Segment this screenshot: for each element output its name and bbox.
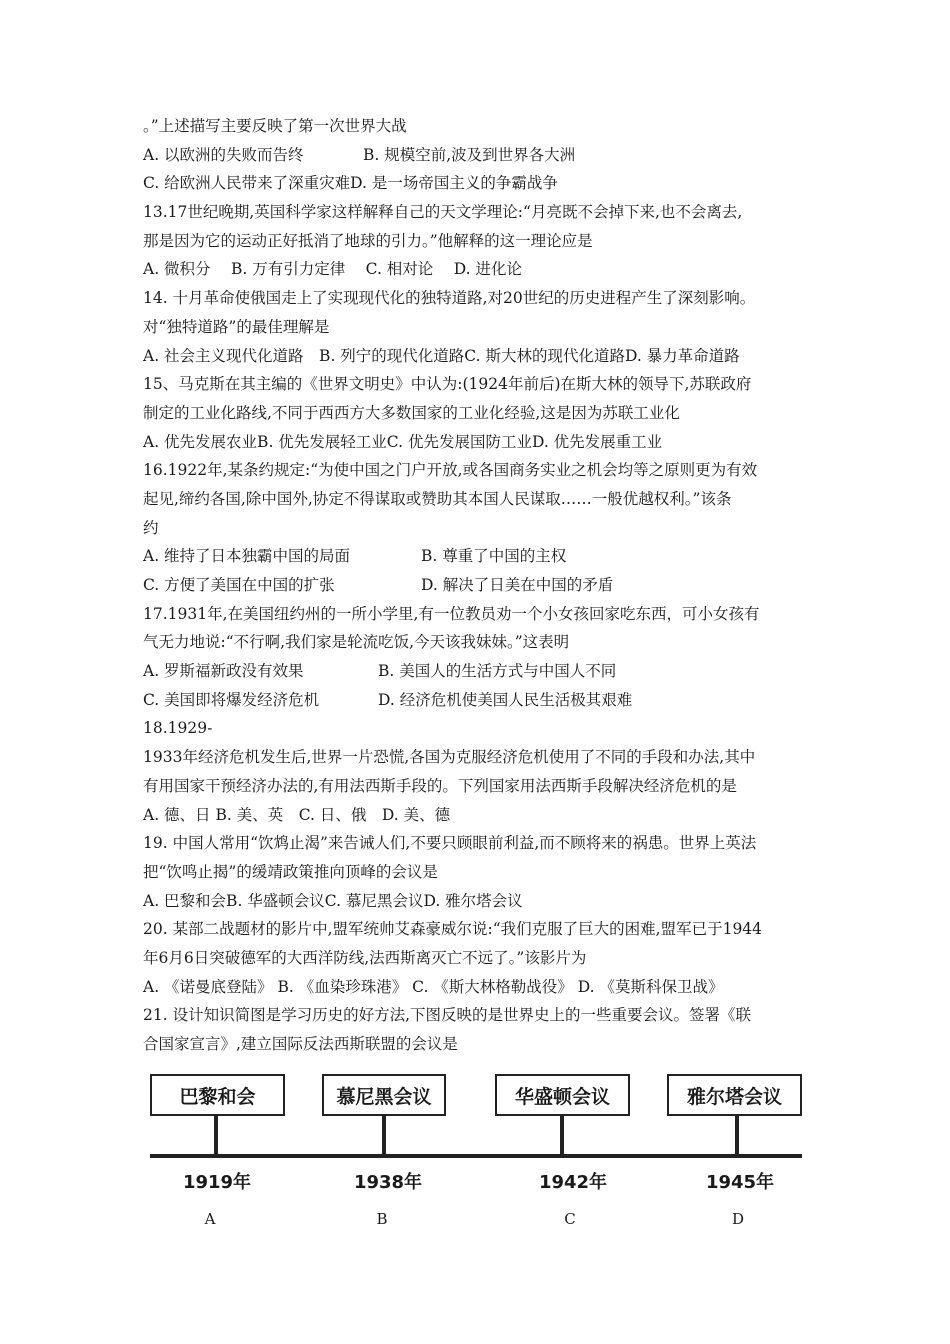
question-text [143,112,813,1059]
text-line [143,571,813,600]
text-line: 年6月6日突破德军的大西洋防线,法西斯离灭亡不远了。”该影片为 [143,948,587,967]
option-letter: B [376,1210,388,1228]
option-text: A. 以欧洲的失败而告终 [143,145,304,164]
option-text: A. 罗斯福新政没有效果 [143,662,304,681]
text-line: A. 微积分 B. 万有引力定律 C. 相对论 D. 进化论 [143,260,522,279]
event-box-yalta: 雅尔塔会议 [667,1074,802,1116]
text-line [143,542,813,571]
text-line [143,141,813,170]
text-line: 把“饮鸣止揭”的缓靖政策推向顶峰的会议是 [143,862,438,881]
text-line: A. 德、日 B. 美、英 C. 日、俄 D. 美、德 [143,805,451,824]
conference-timeline [150,1068,805,1238]
option-text: B. 美国人的生活方式与中国人不同 [378,662,617,681]
text-line [143,657,813,686]
text-line: 19. 中国人常用“饮鸩止渴”来告诫人们,不要只顾眼前利益,而不顾将来的祸患。世界上英法 [143,834,757,853]
text-line: 有用国家干预经济办法的,有用法西斯手段的。下列国家用法西斯手段解决经济危机的是 [143,776,737,795]
event-stem [560,1116,564,1154]
event-stem [214,1116,218,1154]
option-text: A. 维持了日本独霸中国的局面 [143,547,351,566]
text-line: 15、马克斯在其主编的《世界文明史》中认为:(1924年前后)在斯大林的领导下,苏联政府 [143,375,752,394]
text-line: A. 《诺曼底登陆》 B. 《血染珍珠港》 C. 《斯大林格勒战役》 D. 《莫斯科保卫战》 [143,977,724,996]
option-text: B. 规模空前,波及到世界各大洲 [363,145,576,164]
text-line: 18.1929- [143,719,213,738]
text-line: 。”上述描写主要反映了第一次世界大战 [143,117,407,135]
event-stem [735,1116,739,1154]
text-line: 21. 设计知识简图是学习历史的好方法,下图反映的是世界史上的一些重要会议。签署《联 [143,1006,752,1025]
text-line: C. 给欧洲人民带来了深重灾难D. 是一场帝国主义的争霸战争 [143,174,558,193]
text-line: A. 社会主义现代化道路 B. 列宁的现代化道路C. 斯大林的现代化道路D. 暴力革命道路 [143,346,740,365]
text-line: 14. 十月革命使俄国走上了实现现代化的独特道路,对20世纪的历史进程产生了深刻影响。 [143,289,756,308]
event-stem [382,1116,386,1154]
event-year: 1938年 [353,1172,423,1193]
text-line [143,686,813,715]
text-line: 16.1922年,某条约规定:“为使中国之门户开放,或各国商务实业之机会均等之原则更为有效 [143,461,758,480]
event-box-paris: 巴黎和会 [150,1074,285,1116]
event-year: 1942年 [538,1172,608,1193]
text-line: 约 [143,518,159,537]
option-text: C. 方便了美国在中国的扩张 [143,576,335,594]
text-line: A. 优先发展农业B. 优先发展轻工业C. 优先发展国防工业D. 优先发展重工业 [143,432,663,451]
text-line: 气无力地说:“不行啊,我们家是轮流吃饭,今天该我妹妹。”这表明 [143,633,570,652]
timeline-axis [150,1154,802,1158]
text-line: 17.1931年,在美国纽约州的一所小学里,有一位教员劝一个小女孩回家吃东西，可小女孩有 [143,604,760,623]
option-letter: A [204,1210,216,1228]
text-line: 对“独特道路”的最佳理解是 [143,317,330,336]
text-line: 那是因为它的运动正好抵消了地球的引力。”他解释的这一理论应是 [143,231,593,250]
option-text: B. 尊重了中国的主权 [421,547,567,566]
text-line: 13.17世纪晚期,英国科学家这样解释自己的天文学理论:“月亮既不会掉下来,也不会离去, [143,203,743,222]
option-letter: C [564,1210,576,1228]
option-text: C. 美国即将爆发经济危机 [143,690,320,709]
option-text: D. 经济危机使美国人民生活极其艰难 [378,690,633,709]
event-year: 1919年 [182,1172,252,1193]
text-line: 1933年经济危机发生后,世界一片恐慌,各国为克服经济危机使用了不同的手段和办法,其中 [143,748,756,767]
text-line: 制定的工业化路线,不同于西西方大多数国家的工业化经验,这是因为苏联工业化 [143,403,680,422]
text-line: A. 巴黎和会B. 华盛顿会议C. 慕尼黑会议D. 雅尔塔会议 [143,891,523,910]
event-box-munich: 慕尼黑会议 [322,1074,446,1116]
option-text: D. 解决了日美在中国的矛盾 [421,576,614,594]
text-line: 合国家宣言》,建立国际反法西斯联盟的会议是 [143,1035,458,1053]
event-year: 1945年 [705,1172,775,1193]
text-line: 20. 某部二战题材的影片中,盟军统帅艾森豪威尔说:“我们克服了巨大的困难,盟军已于1944 [143,920,763,939]
option-letter: D [731,1210,745,1228]
text-line: 起见,缔约各国,除中国外,协定不得谋取或赞助其本国人民谋取……一般优越权利。”该条 [143,489,732,508]
event-box-washington: 华盛顿会议 [495,1074,630,1116]
